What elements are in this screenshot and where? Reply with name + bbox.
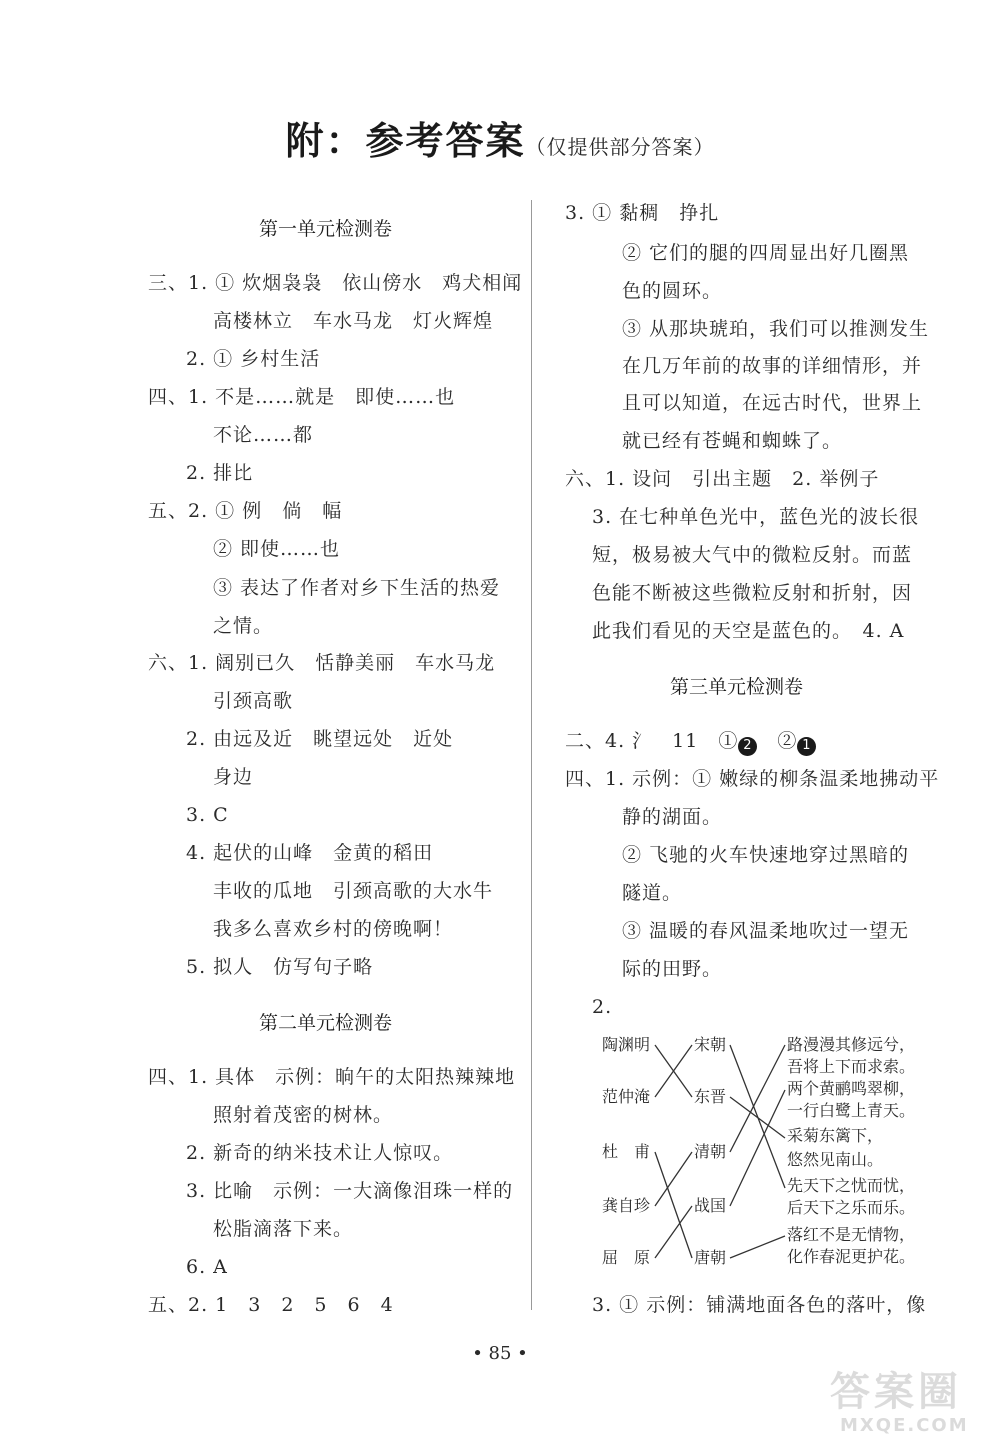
verse-line: 后天下之乐而乐。 — [787, 1198, 916, 1217]
page-number: • 85 • — [472, 1343, 528, 1364]
answer-line: 2. — [592, 996, 613, 1018]
answer-line: 三、1. ① 炊烟袅袅 依山傍水 鸡犬相闻 — [148, 272, 523, 294]
circled-mid: ② — [757, 730, 798, 752]
answer-line: 3. ① 示例：铺满地面各色的落叶，像 — [592, 1294, 927, 1316]
answer-line: 3. 比喻 示例：一大滴像泪珠一样的 — [186, 1180, 514, 1202]
watermark-url: MXQE.COM — [840, 1415, 969, 1436]
answer-line: 照射着茂密的树林。 — [213, 1104, 394, 1126]
verse-line: 化作春泥更护花。 — [787, 1247, 916, 1266]
answer-line: 四、1. 不是……就是 即使……也 — [148, 386, 456, 408]
dynasty-label: 东晋 — [694, 1087, 727, 1106]
answer-line: 隧道。 — [622, 882, 683, 904]
person-label: 杜 甫 — [602, 1142, 651, 1161]
match-line — [730, 1097, 785, 1138]
answer-line: 短，极易被大气中的微粒反射。而蓝 — [592, 544, 913, 566]
answer-line: 引颈高歌 — [213, 690, 294, 712]
answer-line: 我多么喜欢乡村的傍晚啊！ — [213, 918, 454, 940]
verse-line: 路漫漫其修远兮， — [787, 1035, 916, 1054]
answer-line: 丰收的瓜地 引颈高歌的大水牛 — [213, 880, 494, 902]
filled-circled-number: 2 — [738, 737, 757, 756]
answer-line: 2. 新奇的纳米技术让人惊叹。 — [186, 1142, 454, 1164]
answer-line: 五、2. 1 3 2 5 6 4 — [148, 1294, 394, 1316]
answer-line: ③ 从那块琥珀，我们可以推测发生 — [622, 318, 930, 340]
answer-line: 就已经有苍蝇和蜘蛛了。 — [622, 430, 843, 452]
person-label: 屈 原 — [602, 1248, 651, 1267]
match-line — [730, 1090, 785, 1206]
circled-prefix: 二、4. 氵 11 ① — [565, 730, 739, 752]
person-label: 龚自珍 — [602, 1196, 651, 1215]
verse-line: 两个黄鹂鸣翠柳， — [787, 1079, 916, 1098]
match-line — [655, 1152, 692, 1258]
answer-line: 3. ① 黏稠 挣扎 — [565, 202, 720, 224]
answer-line: 且可以知道，在远古时代，世界上 — [622, 392, 923, 414]
person-label: 陶渊明 — [602, 1035, 651, 1054]
answer-line: 静的湖面。 — [622, 806, 723, 828]
answer-line: 4. 起伏的山峰 金黄的稻田 — [186, 842, 434, 864]
answer-line: 5. 拟人 仿写句子略 — [186, 956, 374, 978]
title-main: 附：参考答案 — [285, 119, 526, 163]
answer-line: ② 它们的腿的四周显出好几圈黑 — [622, 242, 910, 264]
answer-line: 松脂滴落下来。 — [213, 1218, 354, 1240]
answer-line: 五、2. ① 例 倘 幅 — [148, 500, 343, 522]
unit1-heading: 第一单元检测卷 — [259, 218, 393, 240]
verse-line: 一行白鹭上青天。 — [787, 1101, 916, 1120]
answer-line: ③ 温暖的春风温柔地吹过一望无 — [622, 920, 910, 942]
match-line — [730, 1045, 785, 1152]
answer-line: 际的田野。 — [622, 958, 723, 980]
answer-line: 六、1. 设问 引出主题 2. 举例子 — [565, 468, 880, 490]
answer-line: 身边 — [213, 766, 254, 788]
answer-line: 色能不断被这些微粒反射和折射，因 — [592, 582, 913, 604]
verse-line: 落红不是无情物， — [787, 1225, 916, 1244]
unit2-heading: 第二单元检测卷 — [259, 1012, 393, 1034]
answer-line: 2. 由远及近 眺望远处 近处 — [186, 728, 454, 750]
filled-circled-number: 1 — [797, 737, 816, 756]
match-line — [655, 1206, 692, 1258]
dynasty-label: 清朝 — [694, 1142, 727, 1161]
answer-line: 之情。 — [213, 615, 274, 637]
verse-line: 悠然见南山。 — [787, 1150, 884, 1169]
answer-line: 此我们看见的天空是蓝色的。 4. A — [592, 620, 905, 642]
answer-line: 3. C — [186, 804, 229, 826]
answer-line: 四、1. 示例：① 嫩绿的柳条温柔地拂动平 — [565, 768, 940, 790]
title-sub: （仅提供部分答案） — [525, 135, 715, 159]
watermark-text: 答案圈 — [830, 1369, 962, 1415]
match-line — [655, 1152, 692, 1206]
answer-line: 色的圆环。 — [622, 280, 723, 302]
verse-line: 采菊东篱下， — [787, 1126, 884, 1145]
answer-line: 6. A — [186, 1256, 228, 1278]
answer-line: 在几万年前的故事的详细情形，并 — [622, 355, 923, 377]
answer-line: ③ 表达了作者对乡下生活的热爱 — [213, 577, 501, 599]
answer-line: 四、1. 具体 示例：晌午的太阳热辣辣地 — [148, 1066, 516, 1088]
verse-line: 吾将上下而求索。 — [787, 1057, 916, 1076]
verse-line: 先天下之忧而忧， — [787, 1176, 916, 1195]
person-label: 范仲淹 — [602, 1087, 651, 1106]
match-line — [730, 1236, 785, 1258]
answer-line: 不论……都 — [213, 424, 314, 446]
answer-line: 高楼林立 车水马龙 灯火辉煌 — [213, 310, 494, 332]
dynasty-label: 唐朝 — [694, 1248, 727, 1267]
answer-line: 六、1. 阔别已久 恬静美丽 车水马龙 — [148, 652, 496, 674]
answer-line: 2. ① 乡村生活 — [186, 348, 321, 370]
answer-line: 2. 排比 — [186, 462, 254, 484]
unit3-heading: 第三单元检测卷 — [670, 676, 804, 698]
dynasty-label: 宋朝 — [694, 1035, 727, 1054]
answer-line: ② 即使……也 — [213, 538, 341, 560]
answer-line: ② 飞驰的火车快速地穿过黑暗的 — [622, 844, 910, 866]
match-line — [730, 1045, 785, 1188]
watermark — [820, 1360, 995, 1440]
dynasty-label: 战国 — [694, 1196, 727, 1215]
answer-line: 3. 在七种单色光中，蓝色光的波长很 — [592, 506, 920, 528]
